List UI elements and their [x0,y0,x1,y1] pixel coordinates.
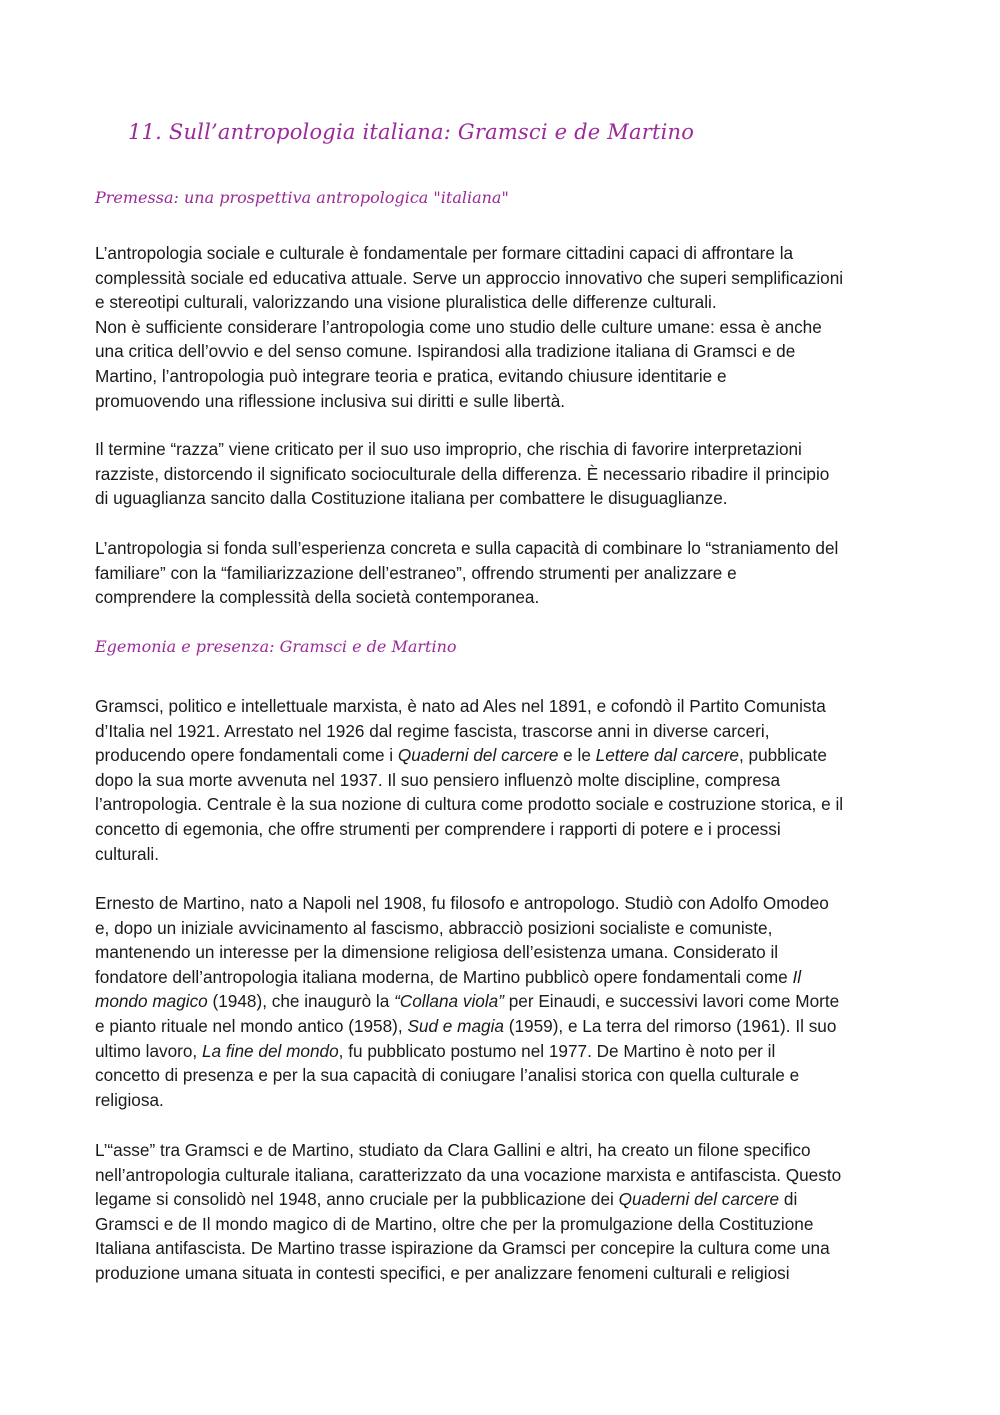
paragraph-asse [95,1138,910,1286]
text-line: ultimo lavoro, La fine del mondo, fu pubblicato postumo nel 1977. De Martino è noto per il [95,1040,776,1061]
text-line: concetto di egemonia, che offre strumenti per comprendere i rapporti di potere e i processi [95,818,781,839]
text-line: fondatore dell’antropologia italiana moderna, de Martino pubblicò opere fondamentali come Il [95,966,802,987]
chapter-title: 11. Sull’antropologia italiana: Gramsci e de Martino [128,120,695,144]
text-line: comprendere la complessità della società contemporanea. [95,587,540,608]
text-line: religiosa. [95,1089,164,1110]
text-line: Non è sufficiente considerare l’antropologia come uno studio delle culture umane: essa è anche [95,316,822,337]
text-line: complessità sociale ed educativa attuale. Serve un approccio innovativo che superi semplificazioni [95,267,844,288]
text-line: e pianto rituale nel mondo antico (1958), Sud e magia (1959), e La terra del rimorso (1961). Il suo [95,1015,837,1036]
text-line: e stereotipi culturali, valorizzando una visione pluralistica delle differenze culturali. [95,292,717,313]
book-title: Lettere dal carcere [595,745,739,766]
text-line: mondo magico (1948), che inaugurò la “Collana viola” per Einaudi, e successivi lavori come Morte [95,991,840,1012]
text-line: Gramsci e de Il mondo magico di de Martino, oltre che per la promulgazione della Costituzione [95,1213,814,1234]
text-line: culturali. [95,843,159,864]
book-title: Quaderni del carcere [397,745,559,766]
text-line: concetto di presenza e per la sua capacità di coniugare l’analisi storica con quella culturale e [95,1065,800,1086]
text-line: legame si consolidò nel 1948, anno cruciale per la pubblicazione dei Quaderni del carcere di [95,1189,798,1210]
text-line: promuovendo una riflessione inclusiva sui diritti e sulle libertà. [95,390,566,411]
text-line: d’Italia nel 1921. Arrestato nel 1926 dal regime fascista, trascorse anni in diverse carceri, [95,720,770,741]
text-line: e, dopo un iniziale avvicinamento al fascismo, abbracciò posizioni socialiste e comuniste, [95,917,773,938]
text-line: Il termine “razza” viene criticato per il suo uso improprio, che rischia di favorire interpretazioni [95,439,802,459]
text-line: Ernesto de Martino, nato a Napoli nel 1908, fu filosofo e antropologo. Studiò con Adolfo Omodeo [95,893,829,913]
text-line: una critica dell’ovvio e del senso comune. Ispirandosi alla tradizione italiana di Gramsci e de [95,341,796,362]
book-title: Il [792,966,802,987]
paragraph-premessa-3 [95,536,910,610]
paragraph-gramsci [95,694,910,866]
text-line: razziste, distorcendo il significato socioculturale della differenza. È necessario ribadire il principio [95,463,830,484]
book-title: Sud e magia [407,1015,504,1036]
section-heading-premessa: Premessa: una prospettiva antropologica "italiana" [95,188,509,207]
text-line: L’antropologia si fonda sull’esperienza concreta e sulla capacità di combinare lo “straniamento del [95,538,839,558]
text-line: Italiana antifascista. De Martino trasse ispirazione da Gramsci per concepire la cultura come una [95,1238,830,1259]
paragraph-premessa-2 [95,437,910,511]
text-line: producendo opere fondamentali come i Quaderni del carcere e le Lettere dal carcere, pubblicate [95,745,827,766]
text-line: nell’antropologia culturale italiana, caratterizzato da una vocazione marxista e antifascista. Questo [95,1164,842,1185]
book-title: “Collana viola” [394,991,504,1012]
text-line: mantenendo un interesse per la dimensione religiosa dell’esistenza umana. Considerato il [95,942,779,963]
text-line: familiare” con la “familiarizzazione dell’estraneo”, offrendo strumenti per analizzare e [95,562,737,583]
book-title: La fine del mondo [202,1040,339,1061]
book-title: Quaderni del carcere [618,1189,780,1210]
paragraph-premessa-1 [95,241,910,413]
text-line: l’antropologia. Centrale è la sua nozione di cultura come prodotto sociale e costruzione storica, e il [95,794,844,815]
paragraph-de-martino [95,891,910,1112]
text-line: Martino, l’antropologia può integrare teoria e pratica, evitando chiusure identitarie e [95,365,727,386]
text-line: Gramsci, politico e intellettuale marxista, è nato ad Ales nel 1891, e cofondò il Partito Comunista [95,696,826,716]
book-title: mondo magico [95,991,208,1012]
text-line: di uguaglianza sancito dalla Costituzione italiana per combattere le disuguaglianze. [95,488,728,509]
section-heading-egemonia: Egemonia e presenza: Gramsci e de Martino [95,637,457,656]
text-line: produzione umana situata in contesti specifici, e per analizzare fenomeni culturali e religiosi [95,1262,790,1283]
text-line: L’“asse” tra Gramsci e de Martino, studiato da Clara Gallini e altri, ha creato un filone specifico [95,1140,811,1160]
text-line: L’antropologia sociale e culturale è fondamentale per formare cittadini capaci di affrontare la [95,243,794,263]
text-line: dopo la sua morte avvenuta nel 1937. Il suo pensiero influenzò molte discipline, compresa [95,769,781,790]
